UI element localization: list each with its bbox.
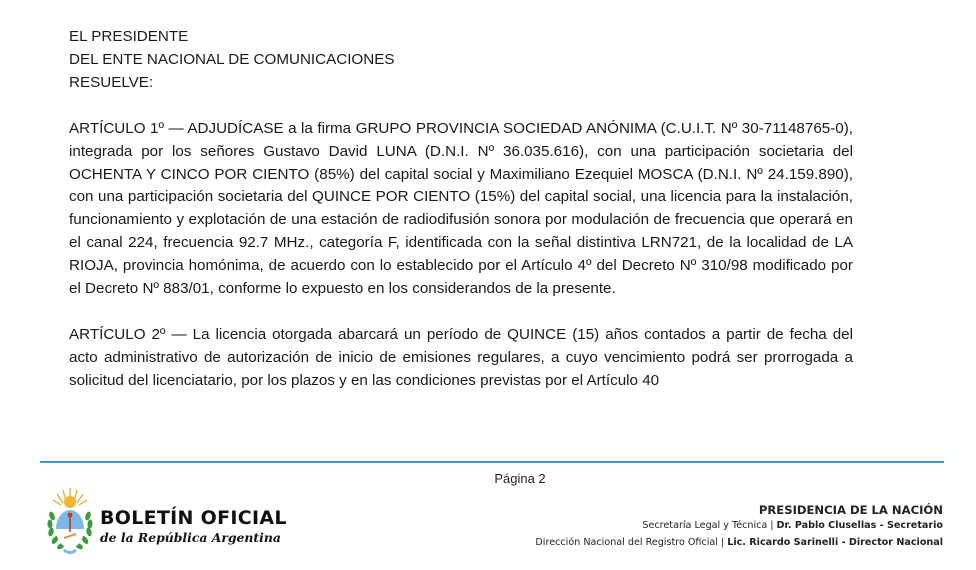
secretaria-line: [535, 518, 943, 535]
footer-credits: [535, 503, 943, 551]
secretaria-name: Secretaría Legal y Técnica: [642, 520, 768, 531]
header-line-entity: DEL ENTE NACIONAL DE COMUNICACIONES: [69, 50, 395, 68]
argentina-coat-of-arms-icon: [46, 486, 94, 556]
resolution-header: [69, 26, 853, 95]
footer-divider: [40, 461, 944, 463]
separator: |: [770, 520, 774, 531]
page-number: Página 2: [494, 471, 546, 486]
article-2: ARTÍCULO 2º — La licencia otorgada abarcará un período de QUINCE (15) años contados a partir de fecha del acto administrativo de autorización de inicio de emisiones regulares, a cuyo vencimiento podrá ser prorrogada a solicitud del licenciatario, por los plazos y en las condiciones previstas por el Artículo 40: [69, 325, 853, 389]
sun-icon: [53, 488, 87, 508]
director-name: Lic. Ricardo Sarinelli - Director Nacional: [727, 536, 943, 548]
presidency-title: PRESIDENCIA DE LA NACIÓN: [758, 503, 943, 517]
document-body: [69, 26, 853, 416]
secretario-name: Dr. Pablo Clusellas - Secretario: [776, 520, 943, 531]
shield-icon: [56, 510, 84, 548]
direccion-name: Dirección Nacional del Registro Oficial: [535, 536, 718, 548]
boletin-oficial-logo-subtitle: de la República Argentina: [100, 530, 281, 545]
ribbon-icon: [64, 550, 76, 553]
article-1: ARTÍCULO 1º — ADJUDÍCASE a la firma GRUPO PROVINCIA SOCIEDAD ANÓNIMA (C.U.I.T. Nº 30-71148765-0), integrada por los señores Gustavo David LUNA (D.N.I. Nº 36.035.616), con una participación societaria del OCHENTA Y CINCO POR CIENTO (85%) del capital social y Maximiliano Ezequiel MOSCA (D.N.I. Nº 24.159.890), con una participación societaria del QUINCE POR CIENTO (15%) del capital social, una licencia para la instalación, funcionamiento y explotación de una estación de radiodifusión sonora por modulación de frecuencia que operará en el canal 224, frecuencia 92.7 MHz., categoría F, identificada con la señal distintiva LRN721, de la localidad de LA RIOJA, provincia homónima, de acuerdo con lo establecido por el Artículo 4º del Decreto Nº 310/98 modificado por el Decreto Nº 883/01, conforme lo expuesto en los considerandos de la presente.: [69, 119, 853, 298]
boletin-oficial-logo-title: BOLETÍN OFICIAL: [100, 507, 287, 529]
header-line-president: EL PRESIDENTE: [69, 28, 189, 45]
separator: |: [720, 536, 725, 548]
header-line-resolve: RESUELVE:: [69, 73, 154, 91]
direccion-line: [535, 535, 943, 552]
